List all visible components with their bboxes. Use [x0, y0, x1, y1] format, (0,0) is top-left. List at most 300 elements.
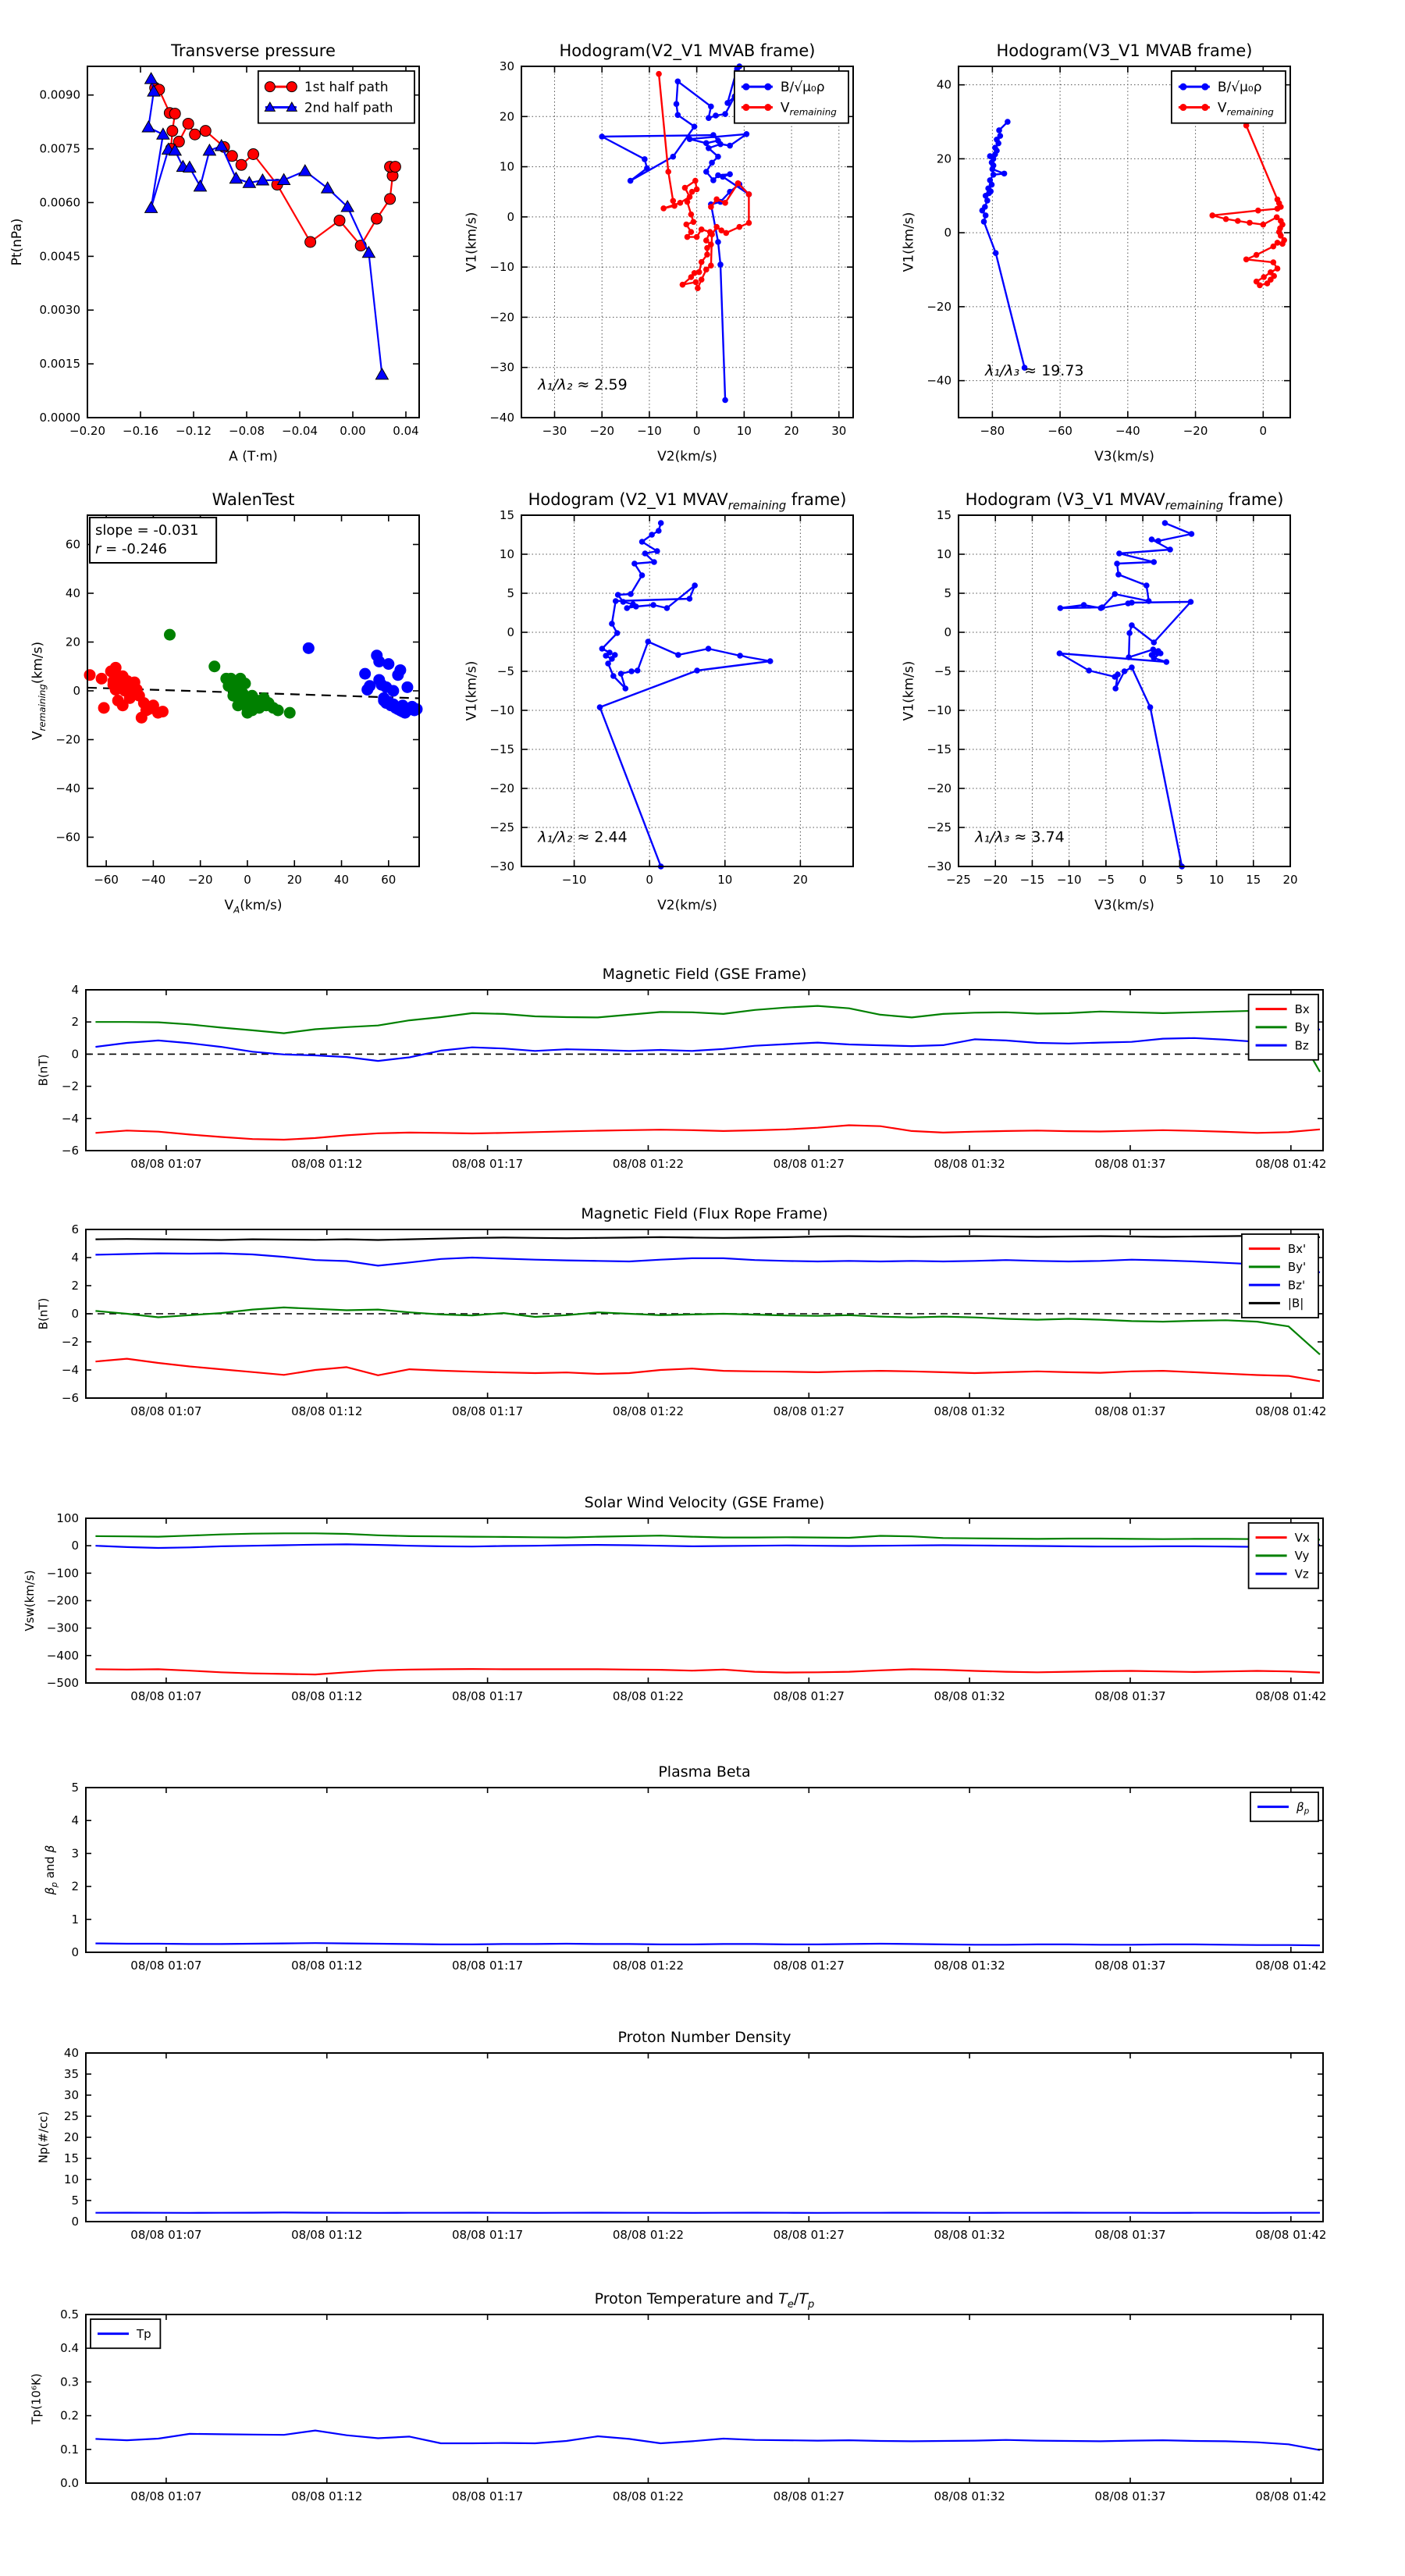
y-tick-label: 0.0045	[39, 249, 80, 264]
info-line: r = -0.246	[95, 541, 167, 557]
x-tick-label: −40	[140, 873, 166, 887]
data-point-marker	[996, 127, 1002, 133]
legend-label: Tp	[137, 2326, 151, 2341]
x-tick-label: 0	[1139, 873, 1147, 887]
circle-marker	[305, 237, 316, 247]
y-tick-label: 4	[71, 1251, 79, 1265]
circle-marker	[190, 129, 201, 140]
hodogram-v2v1-mvab-annotation: λ₁/λ₂ ≈ 2.59	[538, 376, 628, 393]
circle-marker	[385, 194, 396, 205]
data-point-marker	[272, 705, 284, 717]
x-tick-label: 08/08 01:22	[612, 2489, 685, 2503]
x-tick-label: 08/08 01:42	[1255, 1959, 1327, 1973]
x-tick-label: 08/08 01:27	[773, 2228, 845, 2242]
y-tick-label: 30	[63, 2088, 79, 2102]
x-tick-label: 08/08 01:37	[1094, 2228, 1166, 2242]
data-point-marker	[993, 250, 999, 256]
x-tick-label: −30	[542, 424, 567, 438]
x-tick-label: −40	[1115, 424, 1140, 438]
x-tick-label: 5	[1176, 873, 1184, 887]
data-point-marker	[767, 658, 774, 664]
data-point-marker	[164, 629, 176, 641]
x-tick-label: 08/08 01:12	[291, 1689, 363, 1703]
y-tick-label: 0	[71, 2215, 79, 2229]
data-point-marker	[157, 706, 169, 717]
data-point-marker	[764, 84, 771, 91]
data-point-marker	[692, 123, 698, 130]
legend-label: B/√μ₀ρ	[780, 80, 825, 96]
data-point-marker	[649, 532, 655, 538]
data-point-marker	[688, 229, 695, 235]
data-point-marker	[742, 104, 749, 111]
data-point-marker	[713, 112, 719, 119]
x-tick-label: 08/08 01:32	[934, 1404, 1005, 1418]
hodogram-v3v1-mvab-legend	[1172, 71, 1286, 123]
data-point-marker	[987, 153, 994, 159]
y-tick-label: −20	[489, 310, 514, 325]
plasma-beta-title: Plasma Beta	[658, 1763, 751, 1781]
data-point-marker	[658, 520, 664, 526]
data-point-marker	[724, 100, 731, 106]
x-tick-label: 08/08 01:27	[773, 1689, 845, 1703]
y-tick-label: −100	[46, 1566, 79, 1581]
y-tick-label: 20	[499, 109, 514, 124]
data-point-marker	[703, 237, 710, 244]
y-tick-label: 10	[63, 2172, 79, 2186]
data-point-marker	[722, 111, 728, 117]
x-tick-label: 08/08 01:42	[1255, 1157, 1327, 1171]
data-point-marker	[394, 664, 406, 676]
data-point-marker	[1209, 212, 1215, 219]
x-tick-label: 08/08 01:07	[130, 1959, 202, 1973]
data-point-marker	[642, 156, 648, 162]
x-tick-label: −20	[1183, 424, 1208, 438]
x-tick-label: −20	[983, 873, 1008, 887]
x-tick-label: 10	[1209, 873, 1225, 887]
data-point-marker	[674, 101, 680, 107]
y-tick-label: 20	[63, 2130, 79, 2144]
hodogram-v2v1-mvav-xlabel: V2(km/s)	[657, 898, 717, 913]
data-point-marker	[303, 642, 315, 654]
data-point-marker	[1112, 591, 1118, 597]
data-point-marker	[1254, 252, 1260, 258]
plasma-beta-legend	[1250, 1792, 1318, 1821]
proton-temperature-legend	[91, 2319, 160, 2348]
data-point-marker	[991, 172, 997, 178]
data-point-marker	[715, 239, 721, 245]
y-tick-label: 0.0	[60, 2476, 79, 2490]
y-tick-label: 0	[71, 1307, 79, 1321]
legend-label: B/√μ₀ρ	[1217, 80, 1262, 96]
circle-marker	[236, 159, 247, 170]
y-tick-label: −4	[61, 1363, 79, 1377]
legend-label: Bx	[1294, 1002, 1310, 1016]
data-point-marker	[621, 599, 627, 605]
data-point-marker	[709, 232, 715, 238]
transverse-pressure-xlabel: A (T·m)	[229, 449, 278, 464]
y-tick-label: 15	[499, 508, 514, 522]
hodogram-v3v1-mvav-title: Hodogram (V3_V1 $MVAV_{remaining}$ frame)	[965, 490, 1284, 513]
y-tick-label: 10	[499, 547, 514, 561]
data-point-marker	[708, 262, 714, 269]
data-point-marker	[1257, 283, 1263, 289]
x-tick-label: 08/08 01:32	[934, 2228, 1005, 2242]
walen-test-ylabel: $V_{remaining}(km/s)$	[30, 641, 48, 741]
data-point-marker	[680, 282, 686, 288]
data-point-marker	[605, 660, 611, 667]
data-point-marker	[722, 397, 728, 404]
data-point-marker	[656, 71, 662, 77]
y-tick-label: 40	[63, 2046, 79, 2060]
y-tick-label: 0.2	[60, 2408, 79, 2423]
data-point-marker	[635, 667, 641, 674]
data-point-marker	[1149, 536, 1155, 543]
x-tick-label: 08/08 01:42	[1255, 2489, 1327, 2503]
data-point-marker	[703, 267, 710, 273]
legend-label: Vy	[1294, 1549, 1310, 1564]
x-tick-label: 20	[1282, 873, 1298, 887]
data-point-marker	[1279, 241, 1286, 247]
data-point-marker	[1271, 244, 1277, 250]
x-tick-label: 20	[784, 424, 799, 438]
x-tick-label: −0.04	[282, 424, 318, 438]
y-tick-label: 40	[936, 77, 951, 92]
data-point-marker	[610, 673, 617, 679]
data-point-marker	[382, 658, 394, 670]
data-point-marker	[713, 197, 720, 203]
legend-label: By	[1294, 1020, 1310, 1035]
circle-marker	[389, 162, 400, 173]
x-tick-label: −10	[1056, 873, 1082, 887]
y-tick-label: −20	[927, 781, 951, 795]
y-tick-label: 5	[71, 1781, 79, 1795]
legend-label: 1st half path	[304, 80, 389, 96]
data-point-marker	[981, 219, 987, 225]
legend-label: Bz	[1294, 1038, 1309, 1053]
circle-marker	[334, 215, 345, 226]
data-point-marker	[735, 180, 742, 187]
y-tick-label: 0.4	[60, 2341, 79, 2356]
x-tick-label: 08/08 01:32	[934, 2489, 1005, 2503]
data-point-marker	[1115, 671, 1121, 678]
circle-marker	[286, 82, 297, 92]
x-tick-label: 08/08 01:32	[934, 1157, 1005, 1171]
hodogram-v3v1-mvab-ylabel: V1(km/s)	[901, 212, 917, 272]
data-point-marker	[98, 702, 110, 713]
data-point-marker	[685, 234, 691, 240]
data-point-marker	[1126, 630, 1133, 636]
circle-marker	[248, 149, 259, 160]
data-point-marker	[1158, 650, 1164, 656]
hodogram-v3v1-mvab-annotation: λ₁/λ₃ ≈ 19.73	[985, 362, 1084, 379]
x-tick-label: −10	[561, 873, 587, 887]
data-point-marker	[689, 189, 695, 195]
data-point-marker	[1261, 222, 1267, 228]
x-tick-label: 08/08 01:17	[451, 1157, 524, 1171]
data-point-marker	[1112, 685, 1119, 692]
x-tick-label: 08/08 01:37	[1094, 1959, 1166, 1973]
x-tick-label: 08/08 01:37	[1094, 1404, 1166, 1418]
proton-number-density-ylabel: Np(#/cc)	[36, 2111, 51, 2164]
data-point-marker	[1114, 560, 1120, 567]
x-tick-label: −10	[637, 424, 662, 438]
x-tick-label: 0.00	[340, 424, 366, 438]
y-tick-label: −15	[927, 742, 951, 756]
circle-marker	[200, 126, 211, 137]
y-tick-label: −25	[927, 820, 951, 834]
data-point-marker	[704, 251, 710, 258]
data-point-marker	[1097, 605, 1104, 611]
x-tick-label: 08/08 01:22	[612, 2228, 685, 2242]
x-tick-label: 08/08 01:17	[451, 2228, 524, 2242]
data-point-marker	[688, 212, 695, 218]
y-tick-label: −10	[489, 703, 514, 717]
data-point-marker	[708, 204, 714, 210]
y-tick-label: −25	[489, 820, 514, 834]
magnetic-field-gse-title: Magnetic Field (GSE Frame)	[602, 966, 807, 983]
data-point-marker	[1057, 650, 1063, 656]
data-point-marker	[713, 224, 720, 230]
y-tick-label: −20	[489, 781, 514, 795]
hodogram-v2v1-mvav-annotation: λ₁/λ₂ ≈ 2.44	[538, 828, 628, 846]
x-tick-label: 30	[831, 424, 847, 438]
data-point-marker	[1144, 582, 1150, 589]
y-tick-label: −20	[927, 299, 951, 314]
x-tick-label: 08/08 01:07	[130, 2228, 202, 2242]
x-tick-label: 08/08 01:27	[773, 1959, 845, 1973]
hodogram-v2v1-mvab-xlabel: V2(km/s)	[657, 449, 717, 464]
data-point-marker	[622, 685, 628, 692]
y-tick-label: 0.0000	[39, 411, 80, 425]
x-tick-label: −0.16	[123, 424, 158, 438]
data-point-marker	[715, 173, 721, 179]
data-point-marker	[678, 200, 684, 206]
y-tick-label: −6	[61, 1144, 79, 1158]
y-tick-label: −4	[61, 1111, 79, 1126]
x-tick-label: 60	[381, 873, 397, 887]
data-point-marker	[1116, 550, 1122, 557]
y-tick-label: 0.0060	[39, 195, 80, 210]
y-tick-label: −40	[55, 781, 80, 795]
solar-wind-velocity-legend	[1249, 1523, 1318, 1589]
data-point-marker	[411, 703, 422, 715]
data-point-marker	[359, 668, 371, 680]
x-tick-label: 08/08 01:27	[773, 1404, 845, 1418]
y-tick-label: 0.0015	[39, 357, 80, 372]
x-tick-label: 08/08 01:42	[1255, 1404, 1327, 1418]
y-tick-label: −40	[489, 411, 514, 425]
data-point-marker	[692, 582, 698, 589]
data-point-marker	[723, 230, 729, 237]
x-tick-label: −20	[187, 873, 213, 887]
data-point-marker	[1243, 256, 1250, 262]
y-tick-label: 10	[499, 159, 514, 174]
y-tick-label: −30	[489, 859, 514, 873]
y-tick-label: 0.3	[60, 2375, 79, 2389]
data-point-marker	[628, 591, 634, 597]
data-point-marker	[1167, 546, 1173, 553]
y-tick-label: 5	[71, 2194, 79, 2208]
data-point-marker	[699, 276, 705, 283]
y-tick-label: 35	[63, 2067, 79, 2081]
y-tick-label: −6	[61, 1391, 79, 1405]
y-tick-label: −500	[46, 1676, 79, 1690]
data-point-marker	[675, 112, 681, 119]
y-tick-label: −2	[61, 1079, 79, 1094]
y-tick-label: 0.1	[60, 2442, 79, 2457]
x-tick-label: 08/08 01:22	[612, 1689, 685, 1703]
hodogram-v2v1-mvav-title: Hodogram (V2_V1 $MVAV_{remaining}$ frame)	[528, 490, 847, 513]
data-point-marker	[744, 131, 750, 137]
data-point-marker	[1151, 559, 1157, 565]
solar-wind-velocity-title: Solar Wind Velocity (GSE Frame)	[584, 1494, 825, 1511]
y-tick-label: 100	[56, 1511, 79, 1525]
y-tick-label: −200	[46, 1593, 79, 1608]
y-tick-label: −10	[927, 703, 951, 717]
x-tick-label: 08/08 01:12	[291, 1157, 363, 1171]
data-point-marker	[1155, 538, 1161, 544]
solar-wind-velocity-ylabel: Vsw(km/s)	[22, 1570, 37, 1631]
hodogram-v3v1-mvab-title: Hodogram(V3_V1 MVAB frame)	[996, 41, 1253, 60]
data-point-marker	[1189, 531, 1195, 537]
y-tick-label: −5	[496, 664, 514, 678]
walen-test-xlabel: $V_A(km/s)$	[224, 898, 283, 916]
proton-number-density-title: Proton Number Density	[617, 2029, 791, 2046]
hodogram-v2v1-mvab-ylabel: V1(km/s)	[464, 212, 480, 272]
y-tick-label: −30	[489, 360, 514, 375]
y-tick-label: 0	[944, 625, 951, 639]
data-point-marker	[284, 707, 296, 719]
y-tick-label: 4	[71, 1813, 79, 1828]
data-point-marker	[710, 132, 717, 138]
data-point-marker	[1223, 216, 1229, 222]
data-point-marker	[670, 197, 676, 204]
x-tick-label: 08/08 01:22	[612, 1959, 685, 1973]
info-line: slope = -0.031	[95, 522, 199, 539]
y-tick-label: 15	[936, 508, 951, 522]
data-point-marker	[671, 203, 678, 209]
data-point-marker	[618, 671, 624, 677]
y-tick-label: 4	[71, 983, 79, 997]
y-tick-label: −300	[46, 1621, 79, 1635]
data-point-marker	[1164, 659, 1170, 665]
x-tick-label: −0.20	[69, 424, 105, 438]
data-point-marker	[1235, 218, 1241, 224]
y-tick-label: 1	[71, 1912, 79, 1927]
x-tick-label: −0.12	[176, 424, 212, 438]
circle-marker	[183, 118, 194, 129]
data-point-marker	[683, 222, 689, 228]
x-tick-label: 10	[736, 424, 752, 438]
data-point-marker	[1081, 602, 1087, 608]
y-tick-label: 20	[65, 635, 80, 649]
data-point-marker	[644, 165, 650, 172]
transverse-pressure-ylabel: Pt(nPa)	[9, 218, 26, 266]
legend-label: $\beta_p$	[1297, 1799, 1310, 1816]
data-point-marker	[1201, 104, 1208, 111]
data-point-marker	[670, 154, 676, 160]
y-tick-label: 0	[71, 1539, 79, 1553]
x-tick-label: 08/08 01:42	[1255, 2228, 1327, 2242]
data-point-marker	[96, 673, 108, 685]
x-tick-label: 0	[244, 873, 251, 887]
data-point-marker	[706, 115, 712, 121]
data-point-marker	[675, 652, 681, 658]
x-tick-label: 08/08 01:12	[291, 1959, 363, 1973]
x-tick-label: 08/08 01:37	[1094, 1689, 1166, 1703]
data-point-marker	[746, 191, 752, 197]
data-point-marker	[1126, 654, 1132, 660]
data-point-marker	[717, 262, 724, 268]
data-point-marker	[746, 220, 752, 226]
y-tick-label: 30	[499, 59, 514, 73]
y-tick-label: 20	[936, 151, 951, 166]
proton-temperature-title: Proton Temperature and $T_e/T_p$	[594, 2290, 815, 2311]
x-tick-label: 0	[646, 873, 653, 887]
data-point-marker	[1129, 600, 1135, 606]
data-point-marker	[615, 592, 621, 598]
data-point-marker	[660, 205, 667, 212]
y-tick-label: 5	[944, 586, 951, 600]
data-point-marker	[387, 685, 399, 697]
data-point-marker	[639, 572, 646, 578]
magnetic-field-flux-rope-ylabel: B(nT)	[36, 1297, 51, 1330]
data-point-marker	[1261, 274, 1267, 280]
x-tick-label: −0.08	[229, 424, 265, 438]
hodogram-v2v1-mvab-title: Hodogram(V2_V1 MVAB frame)	[559, 41, 816, 60]
data-point-marker	[633, 603, 639, 610]
legend-label: |B|	[1287, 1296, 1304, 1311]
x-tick-label: 10	[717, 873, 733, 887]
data-point-marker	[664, 605, 670, 611]
data-point-marker	[727, 143, 733, 149]
x-tick-label: −60	[1048, 424, 1072, 438]
data-point-marker	[704, 245, 710, 251]
x-tick-label: 0.04	[393, 424, 419, 438]
legend-label: Bx'	[1287, 1241, 1307, 1256]
x-tick-label: −20	[589, 424, 615, 438]
data-point-marker	[642, 550, 649, 557]
data-point-marker	[1001, 171, 1008, 177]
x-tick-label: 08/08 01:37	[1094, 1157, 1166, 1171]
x-tick-label: −15	[1019, 873, 1045, 887]
x-tick-label: 08/08 01:12	[291, 2228, 363, 2242]
data-point-marker	[401, 681, 413, 693]
data-point-marker	[722, 200, 728, 206]
y-tick-label: 15	[63, 2151, 79, 2165]
x-tick-label: 08/08 01:37	[1094, 2489, 1166, 2503]
data-point-marker	[708, 104, 714, 110]
legend-label: $V_{remaining}$	[1217, 100, 1274, 118]
data-point-marker	[208, 660, 220, 672]
data-point-marker	[239, 678, 251, 689]
data-point-marker	[599, 646, 606, 652]
y-tick-label: 5	[507, 586, 514, 600]
y-tick-label: −20	[55, 732, 80, 747]
x-tick-label: 20	[792, 873, 808, 887]
data-point-marker	[675, 78, 681, 84]
data-point-marker	[1115, 571, 1122, 578]
transverse-pressure-title: Transverse pressure	[171, 41, 336, 60]
data-point-marker	[1129, 622, 1135, 628]
y-tick-label: −10	[489, 260, 514, 275]
data-point-marker	[650, 602, 656, 608]
data-point-marker	[703, 169, 710, 175]
data-point-marker	[1275, 265, 1281, 272]
y-tick-label: 0.0075	[39, 141, 80, 156]
data-point-marker	[688, 274, 695, 280]
data-point-marker	[695, 285, 701, 291]
